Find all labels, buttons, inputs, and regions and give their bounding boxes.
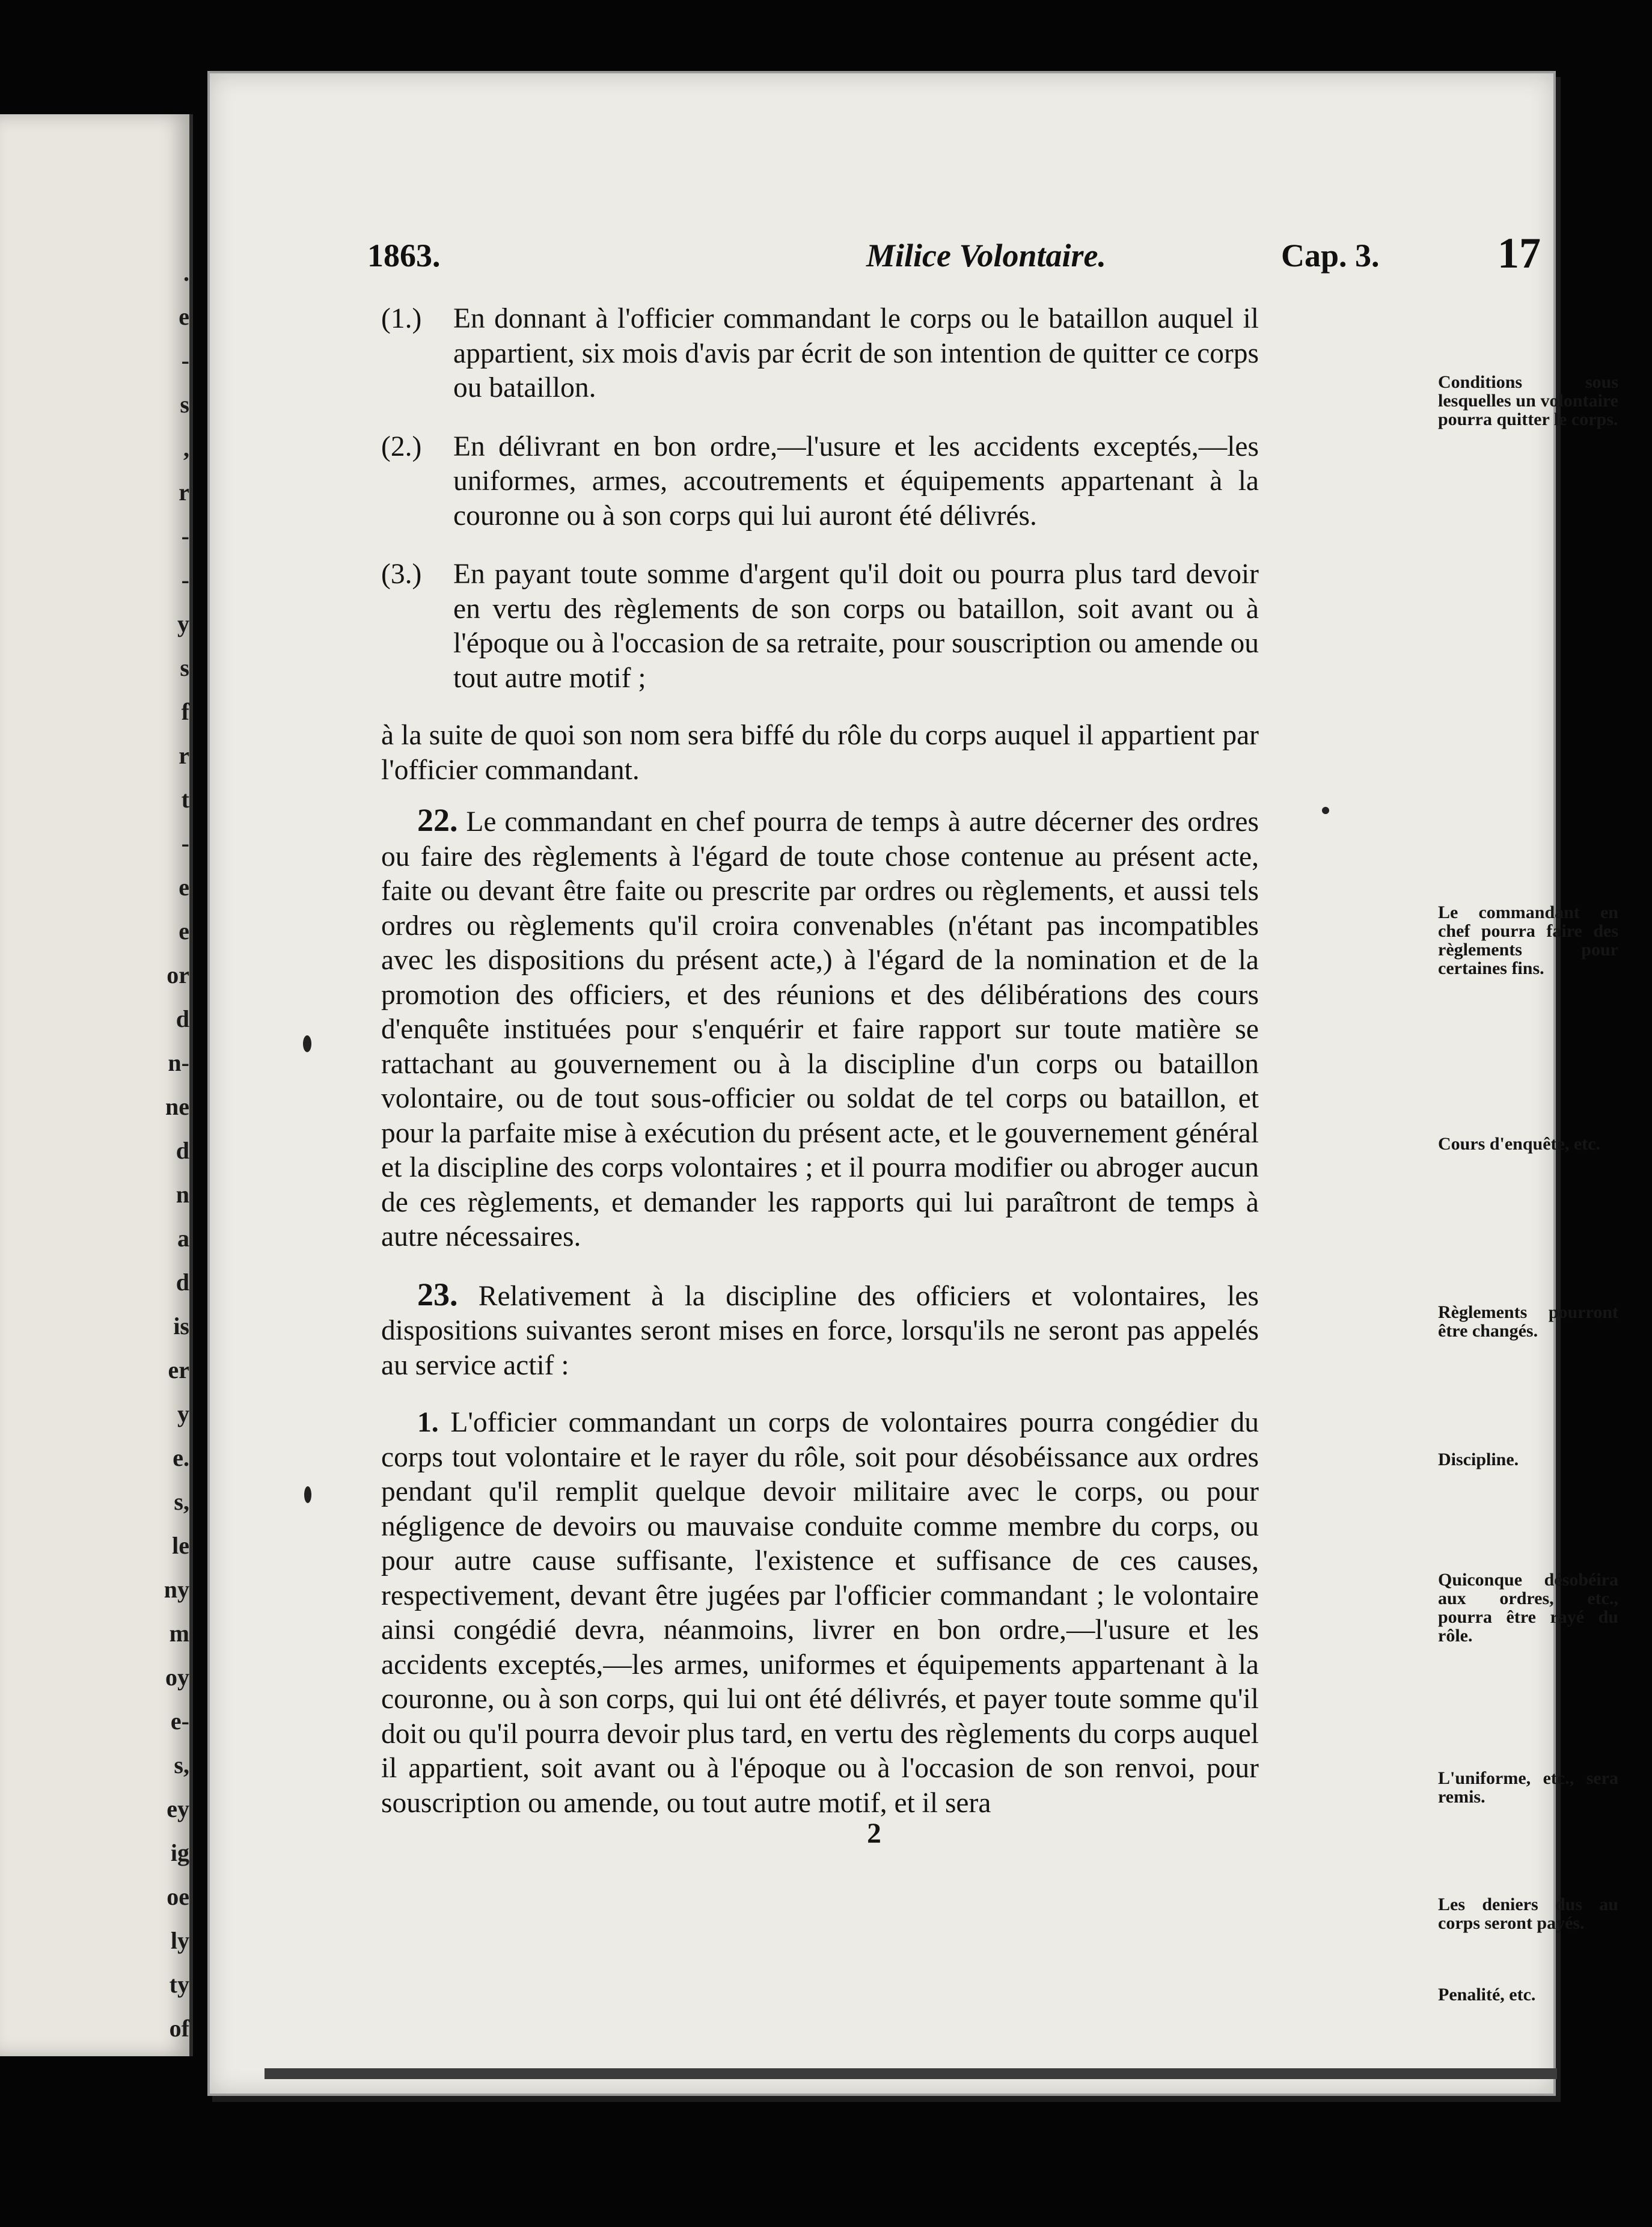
left-page-fragment: s, (174, 1751, 189, 1778)
margin-note: Penalité, etc. (1438, 1985, 1536, 2005)
margin-note: Discipline. (1438, 1450, 1519, 1469)
signature-mark: 2 (867, 1818, 881, 1849)
section-23-item-1: 1. L'officier commandant un corps de volontaires pourra congédier du corps tout volontaire et le rayer du rôle, soit pour désobéissance aux ordres pendant qu'il remplit quelque devoir militaire avec le corps, ou pour négligence de devoirs ou mauvaise conduite comme membre du corps, ou pour autre cause suffisante, l'existence et suffisance de ces causes, respectivement, devant être jugées par l'officier commandant ; le volontaire ainsi congédié devra, néanmoins, livrer en bon ordre,—l'usure et les accidents exceptés,—les armes, uniformes et équipements appartenant à la couronne, ou à son corps, qui lui ont été délivrés, et payer toute somme qu'il doit ou qu'il pourra devoir plus tard, en vertu des règlements du corps auquel il appartient, soit avant ou à l'époque ou à l'occasion de son renvoi, pour souscription ou amende, ou tout autre motif, et il sera (381, 1407, 1259, 1819)
left-page-fragment: e. (173, 1444, 189, 1471)
left-page-fragment: ig (170, 1839, 189, 1866)
left-page-fragment: ty (169, 1971, 189, 1998)
page-edge-shadow (265, 2068, 1557, 2079)
left-page-fragment: e- (170, 1708, 189, 1735)
ink-speck (1322, 807, 1329, 814)
left-page-fragment: n- (168, 1049, 189, 1076)
left-page-fragment: - (181, 830, 189, 857)
section-22: 22. Le commandant en chef pourra de temps à autre décerner des ordres ou faire des règlements à l'égard de toute chose contenue au présent acte, faite ou devant être faite ou prescrite par ordres ou règlements, et aussi tels ordres ou règlements qu'il croira convenables (n'étant pas incompatibles avec les dispositions du présent acte,) à l'égard de la nomination et de la promotion des officiers, et des réunions et des délibérations des cours d'enquête instituées pour s'enquérir et faire rapport sur toute matière se rattachant au gouvernement ou à la discipline d'un corps ou bataillon volontaire, ou de tout sous-officier ou soldat de tel corps ou bataillon, et pour la parfaite mise à exécution du présent acte, et le gouvernement général et la discipline des corps volontaires ; et il pourra modifier ou abroger aucun de ces règlements, et demander les rapports qui lui paraîtront de temps à autre nécessaires. (381, 802, 1259, 1252)
left-page-fragment: d (176, 1005, 189, 1032)
left-page-fragment: d (176, 1137, 189, 1164)
adjacent-page (0, 114, 193, 2056)
clause-3: (3.) En payant toute somme d'argent qu'il doit ou pourra plus tard devoir en vertu des règlements de son corps ou bataillon, soit avant ou à l'époque ou à l'occasion de sa retraite, pour souscription ou amende ou tout autre motif ; (381, 559, 1259, 694)
left-page-fragment: . (183, 259, 189, 286)
left-page-fragment: f (181, 698, 189, 725)
margin-note: Quiconque désobéira aux ordres, etc., pourra être rayé du rôle. (1438, 1570, 1618, 1646)
header-year: 1863. (367, 237, 441, 274)
document-page (207, 71, 1618, 2096)
margin-note: L'uniforme, etc., sera remis. (1438, 1768, 1618, 1807)
left-page-fragment: ly (170, 1927, 189, 1954)
left-page-fragment: a (177, 1225, 189, 1252)
margin-note: Le commandant en chef pourra faire des règlements pour certaines fins. (1438, 902, 1618, 978)
ink-speck (303, 1035, 311, 1052)
clause-conclusion: à la suite de quoi son nom sera biffé du rôle du corps auquel il appartient par l'officier commandant. (381, 720, 1259, 786)
left-page-fragment: ne (165, 1093, 189, 1120)
left-page-fragment: - (181, 566, 189, 593)
left-page-fragment: e (179, 874, 189, 901)
left-page-fragment: ny (164, 1576, 189, 1603)
body-text (381, 302, 1618, 2005)
left-page-fragment: or (167, 961, 189, 988)
left-page-fragment: er (168, 1356, 189, 1383)
left-page-fragment: e (179, 303, 189, 330)
left-page-fragment: y (177, 1400, 189, 1427)
left-page-fragment: d (176, 1269, 189, 1296)
running-header (367, 229, 1549, 291)
header-title: Milice Volontaire. (866, 237, 1107, 274)
left-page-fragment: r (179, 479, 189, 506)
left-page-fragment: le (172, 1532, 189, 1559)
left-page-fragment: m (169, 1620, 189, 1647)
margin-note: Règlements pourront être changés. (1438, 1302, 1618, 1341)
clause-2: (2.) En délivrant en bon ordre,—l'usure et les accidents exceptés,—les uniformes, armes, accoutrements et équipements appartenant à la couronne ou à son corps qui lui auront été délivrés. (381, 430, 1259, 531)
left-page-fragment: s, (174, 1488, 189, 1515)
margin-note: Les deniers dus au corps seront payés. (1438, 1895, 1618, 1933)
left-page-fragment: oe (167, 1883, 189, 1910)
margin-note: Cours d'enquête, etc. (1438, 1134, 1600, 1154)
left-page-fragment: s (180, 654, 189, 681)
left-page-fragment: ey (167, 1795, 189, 1822)
margin-note: Conditions sous lesquelles un volontaire pourra quitter le corps. (1438, 372, 1618, 429)
left-page-fragment: , (183, 435, 189, 462)
left-page-fragment: e (179, 917, 189, 945)
ink-speck (304, 1486, 311, 1503)
left-page-fragment: - (181, 522, 189, 550)
left-page-fragment: - (181, 347, 189, 374)
left-page-fragment: is (173, 1313, 189, 1340)
left-page-fragment: of (169, 2015, 189, 2042)
clause-1: (1.) En donnant à l'officier commandant le corps ou le bataillon auquel il appartient, six mois d'avis par écrit de son intention de quitter ce corps ou bataillon. (381, 303, 1259, 403)
left-page-fragment: s (180, 391, 189, 418)
page-number: 17 (1498, 229, 1541, 277)
left-page-fragment: t (181, 786, 189, 813)
left-page-fragment: r (179, 742, 189, 769)
header-chapter: Cap. 3. (1281, 237, 1380, 274)
left-page-fragment: n (176, 1181, 189, 1208)
left-page-fragment: y (177, 610, 189, 637)
section-23: 23. Relativement à la discipline des officiers et volontaires, les dispositions suivantes seront mises en force, lorsqu'ils ne seront pas appelés au service actif : (381, 1276, 1259, 1381)
left-page-fragment: oy (165, 1664, 189, 1691)
